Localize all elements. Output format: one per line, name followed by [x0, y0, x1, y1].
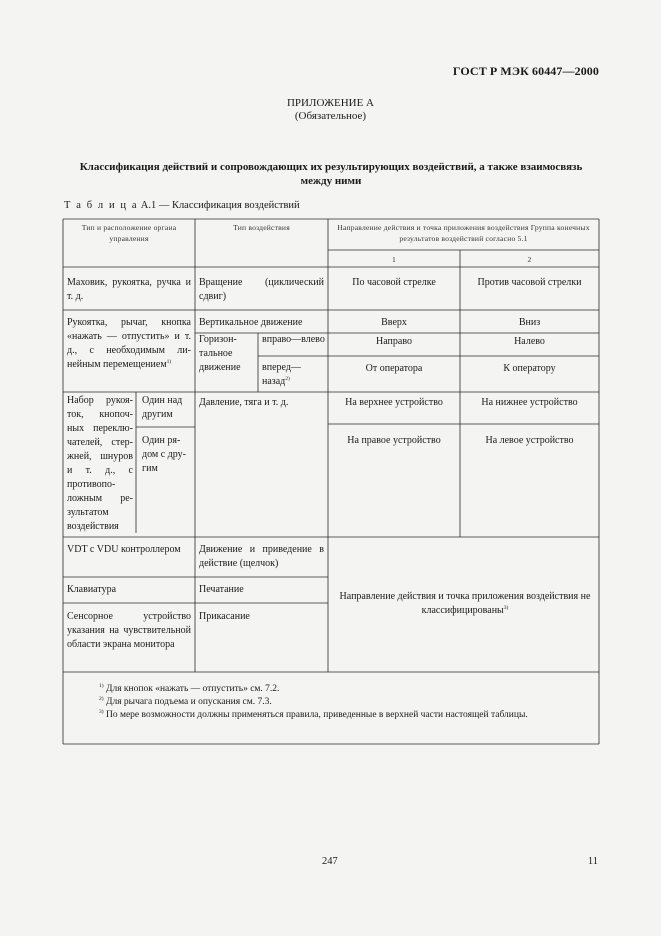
row2-horizontal-a-direction-1: Направо: [376, 336, 412, 347]
row4-organ: VDT с VDU контроллером: [67, 544, 181, 555]
table-caption-prefix: Т а б л и ц а: [64, 200, 139, 211]
document-id: ГОСТ Р МЭК 60447—2000: [452, 64, 599, 78]
sheet-number: 11: [587, 856, 598, 867]
row2-organ: [67, 316, 191, 372]
row5-organ: Клавиатура: [67, 584, 117, 595]
row1-direction-2: Против часовой стрелки: [477, 277, 582, 288]
appendix-heading: [0, 97, 661, 123]
row2-vertical-action: Вертикальное движение: [199, 317, 303, 328]
row3-b-direction-1: На правое устройство: [347, 435, 441, 446]
row1-organ: Маховик, рукоятка, ручка и т. д.: [67, 277, 191, 302]
footnote-1-text: Для кнопок «нажать — отпустить» см. 7.2.: [105, 684, 280, 694]
row2-horizontal-label: Горизонтальное движение: [199, 334, 241, 373]
footnote-2: [99, 696, 589, 709]
row6-organ: Сенсорное устройство указания на чувствительной области экрана монитора: [67, 611, 191, 650]
row2-horizontal-b-direction-1: От оператора: [365, 363, 423, 374]
appendix-label: ПРИЛОЖЕНИЕ А: [286, 97, 374, 109]
row2-horizontal-a-action: вправо—влево: [262, 334, 325, 345]
row2-vertical-direction-2: Вниз: [518, 317, 541, 328]
row1-action: Вращение (циклический сдвиг): [199, 277, 324, 302]
table-caption-rest: А.1 — Классификация воздействий: [140, 200, 300, 211]
row2-horizontal-b-action-text: вперед—назад: [262, 362, 301, 387]
row3-b-direction-2: На левое устройство: [485, 435, 574, 446]
header-action-type: Тип воздействия: [233, 223, 290, 232]
footnote-1-mark: 1): [99, 683, 104, 689]
appendix-status: (Обязательное): [294, 110, 367, 122]
row3-sub-a: Один над другим: [142, 395, 183, 420]
row3-a-direction-1: На верхнее устройство: [345, 397, 443, 408]
row5-action: Печатание: [199, 584, 244, 595]
row4-action: Движение и приведение в действие (щелчок): [199, 544, 324, 569]
header-col-1: 1: [392, 255, 396, 264]
footnote-3: [72, 709, 586, 722]
footnote-1: [99, 683, 589, 696]
row2-organ-text: Рукоятка, рычаг, кнопка «нажать — отпустить» и т. д., с необходимым линейным перемещением: [67, 317, 191, 370]
row2-organ-footnote-mark: 1): [166, 359, 172, 365]
row2-horizontal-a-direction-2: Налево: [514, 336, 545, 347]
footnote-3-mark: 3): [99, 709, 104, 715]
header-organ-type: Тип и расположение органа управления: [81, 223, 177, 243]
page-number: 247: [322, 856, 338, 867]
footnote-2-text: Для рычага подъема и опускания см. 7.3.: [105, 697, 272, 707]
row6-action: Прикасание: [199, 611, 250, 622]
row2-horizontal-b-direction-2: К оператору: [503, 363, 556, 374]
row3-a-direction-2: На нижнее устройство: [481, 397, 578, 408]
row1-direction-1: По часовой стрелке: [352, 277, 436, 288]
merged-direction-footnote-mark: 3): [503, 605, 509, 611]
header-col-2: 2: [527, 255, 532, 264]
row3-action: Давление, тяга и т. д.: [199, 397, 289, 408]
footnote-2-mark: 2): [99, 696, 104, 702]
section-title: Классификация действий и сопровождающих их результирующих воздействий, а также взаимосвязь между ними: [79, 161, 583, 187]
row3-sub-b: Один рядом с другим: [142, 435, 186, 474]
footnote-3-text: По мере возможности должны применяться правила, приведенные в верхней части настоящей таблицы.: [105, 710, 528, 720]
row2-vertical-direction-1: Вверх: [381, 317, 407, 328]
row2-horizontal-b-action: [262, 361, 326, 389]
merged-direction-text: Направление действия и точка приложения воздействия не классифицированы: [339, 591, 591, 616]
row2-horizontal-b-footnote-mark: 2): [285, 376, 290, 382]
merged-direction-note: [336, 590, 594, 618]
table-caption: [64, 200, 300, 211]
header-direction: Направление действия и точка приложения воздействия Группа конечных результатов воздействий согласно 5.1: [337, 223, 590, 243]
row3-organ: Набор рукояток, кнопочных переключателей, стержней, шнуров и т. д., с противоположным результатом воздействия: [67, 395, 133, 532]
